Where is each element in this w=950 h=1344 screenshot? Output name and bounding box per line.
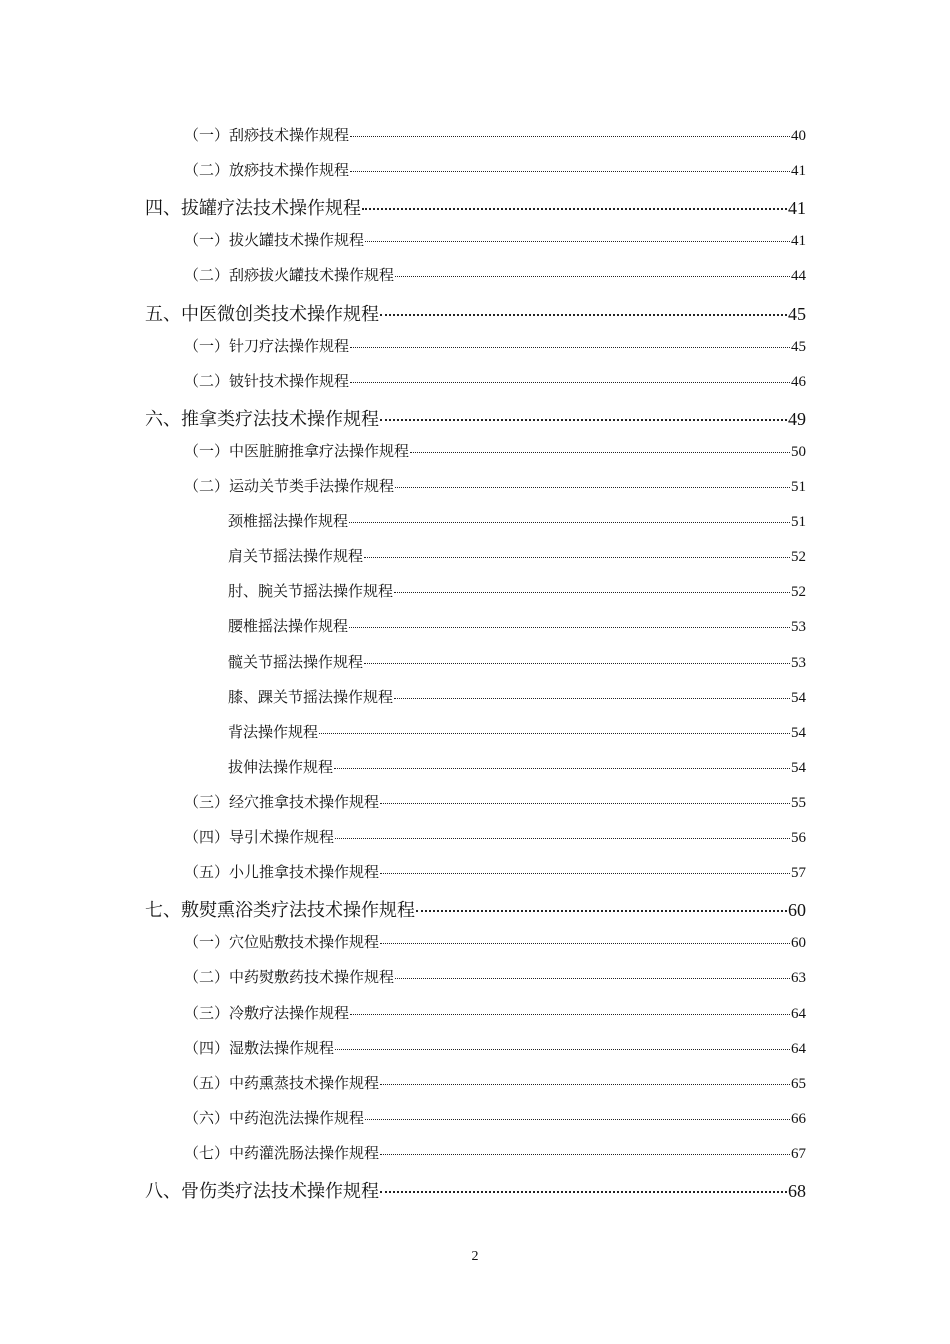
- toc-entry-page: 56: [791, 830, 806, 846]
- toc-dot-leader: [335, 838, 790, 839]
- page-number: 2: [471, 1249, 479, 1264]
- toc-entry-page: 45: [791, 339, 806, 355]
- toc-entry-page: 41: [791, 233, 806, 249]
- toc-dot-leader: [380, 803, 790, 804]
- toc-entry-page: 52: [791, 584, 806, 600]
- toc-dot-leader: [380, 943, 790, 944]
- toc-dot-leader: [364, 557, 790, 558]
- toc-dot-leader: [380, 314, 787, 316]
- toc-entry-page: 51: [791, 514, 806, 530]
- toc-entry-label: （六）中药泡洗法操作规程: [184, 1109, 365, 1127]
- toc-entry-label: 八、骨伤类疗法技术操作规程: [145, 1181, 379, 1202]
- toc-entry-label: （一）中医脏腑推拿疗法操作规程: [184, 442, 410, 460]
- toc-entry-label: （一）穴位贴敷技术操作规程: [184, 933, 380, 951]
- toc-entry-page: 54: [791, 690, 806, 706]
- toc-dot-leader: [350, 171, 790, 172]
- toc-entry-page: 68: [788, 1181, 806, 1201]
- toc-entry-label: （五）小儿推拿技术操作规程: [184, 863, 380, 881]
- toc-entry-label: （七）中药灌洗肠法操作规程: [184, 1144, 380, 1162]
- toc-subsection-entry[interactable]: [228, 721, 806, 742]
- toc-entry-page: 45: [788, 304, 806, 324]
- toc-entry-page: 54: [791, 760, 806, 776]
- toc-dot-leader: [395, 978, 790, 979]
- toc-subsection-entry[interactable]: [228, 545, 806, 566]
- toc-entry-label: （二）中药熨敷药技术操作规程: [184, 968, 395, 986]
- toc-entry-page: 51: [791, 479, 806, 495]
- toc-entry-page: 44: [791, 268, 806, 284]
- toc-entry-label: 拔伸法操作规程: [228, 758, 334, 776]
- toc-section-entry[interactable]: [184, 931, 806, 952]
- toc-entry-label: （一）针刀疗法操作规程: [184, 337, 350, 355]
- toc-entry-label: （四）湿敷法操作规程: [184, 1039, 335, 1057]
- toc-entry-page: 52: [791, 549, 806, 565]
- toc-dot-leader: [350, 347, 790, 348]
- toc-entry-page: 63: [791, 970, 806, 986]
- toc-subsection-entry[interactable]: [228, 580, 806, 601]
- toc-entry-page: 55: [791, 795, 806, 811]
- toc-dot-leader: [380, 1191, 787, 1193]
- toc-subsection-entry[interactable]: [228, 651, 806, 672]
- toc-dot-leader: [350, 1014, 790, 1015]
- toc-entry-page: 40: [791, 128, 806, 144]
- toc-section-entry[interactable]: [184, 124, 806, 145]
- toc-dot-leader: [335, 1049, 790, 1050]
- toc-entry-page: 64: [791, 1041, 806, 1057]
- toc-section-entry[interactable]: [184, 335, 806, 356]
- toc-section-entry[interactable]: [184, 1037, 806, 1058]
- toc-entry-page: 50: [791, 444, 806, 460]
- toc-subsection-entry[interactable]: [228, 510, 806, 531]
- toc-dot-leader: [365, 1119, 790, 1120]
- toc-dot-leader: [380, 873, 790, 874]
- toc-dot-leader: [380, 1154, 790, 1155]
- toc-dot-leader: [394, 592, 790, 593]
- toc-entry-page: 54: [791, 725, 806, 741]
- toc-dot-leader: [410, 452, 790, 453]
- toc-section-entry[interactable]: [184, 229, 806, 250]
- toc-section-entry[interactable]: [184, 1002, 806, 1023]
- toc-dot-leader: [362, 208, 787, 210]
- toc-entry-page: 53: [791, 655, 806, 671]
- toc-dot-leader: [380, 1084, 790, 1085]
- toc-entry-label: （一）刮痧技术操作规程: [184, 126, 350, 144]
- toc-entry-page: 60: [788, 900, 806, 920]
- toc-dot-leader: [380, 419, 787, 421]
- toc-chapter-entry[interactable]: [145, 1177, 806, 1203]
- toc-entry-label: （五）中药熏蒸技术操作规程: [184, 1074, 380, 1092]
- toc-dot-leader: [319, 733, 790, 734]
- toc-dot-leader: [416, 910, 787, 912]
- toc-entry-page: 67: [791, 1146, 806, 1162]
- toc-section-entry[interactable]: [184, 159, 806, 180]
- toc-section-entry[interactable]: [184, 791, 806, 812]
- toc-entry-label: 七、敷熨熏浴类疗法技术操作规程: [145, 900, 415, 921]
- toc-dot-leader: [350, 136, 790, 137]
- toc-entry-page: 49: [788, 409, 806, 429]
- toc-entry-label: （二）刮痧拔火罐技术操作规程: [184, 266, 395, 284]
- toc-entry-label: 髋关节摇法操作规程: [228, 653, 364, 671]
- toc-entry-label: （二）铍针技术操作规程: [184, 372, 350, 390]
- toc-dot-leader: [334, 768, 790, 769]
- toc-entry-page: 66: [791, 1111, 806, 1127]
- toc-dot-leader: [394, 698, 790, 699]
- toc-section-entry[interactable]: [184, 1142, 806, 1163]
- toc-entry-label: 四、拔罐疗法技术操作规程: [145, 198, 361, 219]
- toc-chapter-entry[interactable]: [145, 896, 806, 922]
- toc-dot-leader: [365, 241, 790, 242]
- toc-subsection-entry[interactable]: [228, 615, 806, 636]
- toc-entry-page: 41: [791, 163, 806, 179]
- toc-section-entry[interactable]: [184, 440, 806, 461]
- toc-entry-label: （三）冷敷疗法操作规程: [184, 1004, 350, 1022]
- toc-entry-label: 腰椎摇法操作规程: [228, 617, 349, 635]
- toc-dot-leader: [349, 522, 790, 523]
- toc-entry-page: 60: [791, 935, 806, 951]
- toc-entry-label: （一）拔火罐技术操作规程: [184, 231, 365, 249]
- toc-section-entry[interactable]: [184, 370, 806, 391]
- toc-entry-label: 肘、腕关节摇法操作规程: [228, 582, 394, 600]
- toc-section-entry[interactable]: [184, 826, 806, 847]
- toc-entry-label: （四）导引术操作规程: [184, 828, 335, 846]
- toc-entry-page: 46: [791, 374, 806, 390]
- toc-dot-leader: [395, 487, 790, 488]
- toc-entry-page: 41: [788, 198, 806, 218]
- toc-chapter-entry[interactable]: [145, 300, 806, 326]
- toc-chapter-entry[interactable]: [145, 194, 806, 220]
- toc-entry-label: （三）经穴推拿技术操作规程: [184, 793, 380, 811]
- toc-entry-label: 六、推拿类疗法技术操作规程: [145, 409, 379, 430]
- toc-subsection-entry[interactable]: [228, 756, 806, 777]
- toc-entry-label: 颈椎摇法操作规程: [228, 512, 349, 530]
- toc-section-entry[interactable]: [184, 966, 806, 987]
- toc-section-entry[interactable]: [184, 1107, 806, 1128]
- toc-dot-leader: [349, 627, 790, 628]
- toc-entry-label: （二）放痧技术操作规程: [184, 161, 350, 179]
- toc-subsection-entry[interactable]: [228, 686, 806, 707]
- toc-chapter-entry[interactable]: [145, 405, 806, 431]
- toc-entry-label: 膝、踝关节摇法操作规程: [228, 688, 394, 706]
- toc-entry-page: 65: [791, 1076, 806, 1092]
- toc-entry-page: 53: [791, 619, 806, 635]
- toc-section-entry[interactable]: [184, 475, 806, 496]
- toc-dot-leader: [350, 382, 790, 383]
- toc-entry-label: 五、中医微创类技术操作规程: [145, 304, 379, 325]
- toc-dot-leader: [395, 276, 790, 277]
- toc-entry-page: 57: [791, 865, 806, 881]
- toc-section-entry[interactable]: [184, 861, 806, 882]
- toc-entry-page: 64: [791, 1006, 806, 1022]
- toc-entry-label: 肩关节摇法操作规程: [228, 547, 364, 565]
- toc-dot-leader: [364, 663, 790, 664]
- toc-entry-label: 背法操作规程: [228, 723, 319, 741]
- toc-section-entry[interactable]: [184, 1072, 806, 1093]
- toc-entry-label: （二）运动关节类手法操作规程: [184, 477, 395, 495]
- toc-section-entry[interactable]: [184, 264, 806, 285]
